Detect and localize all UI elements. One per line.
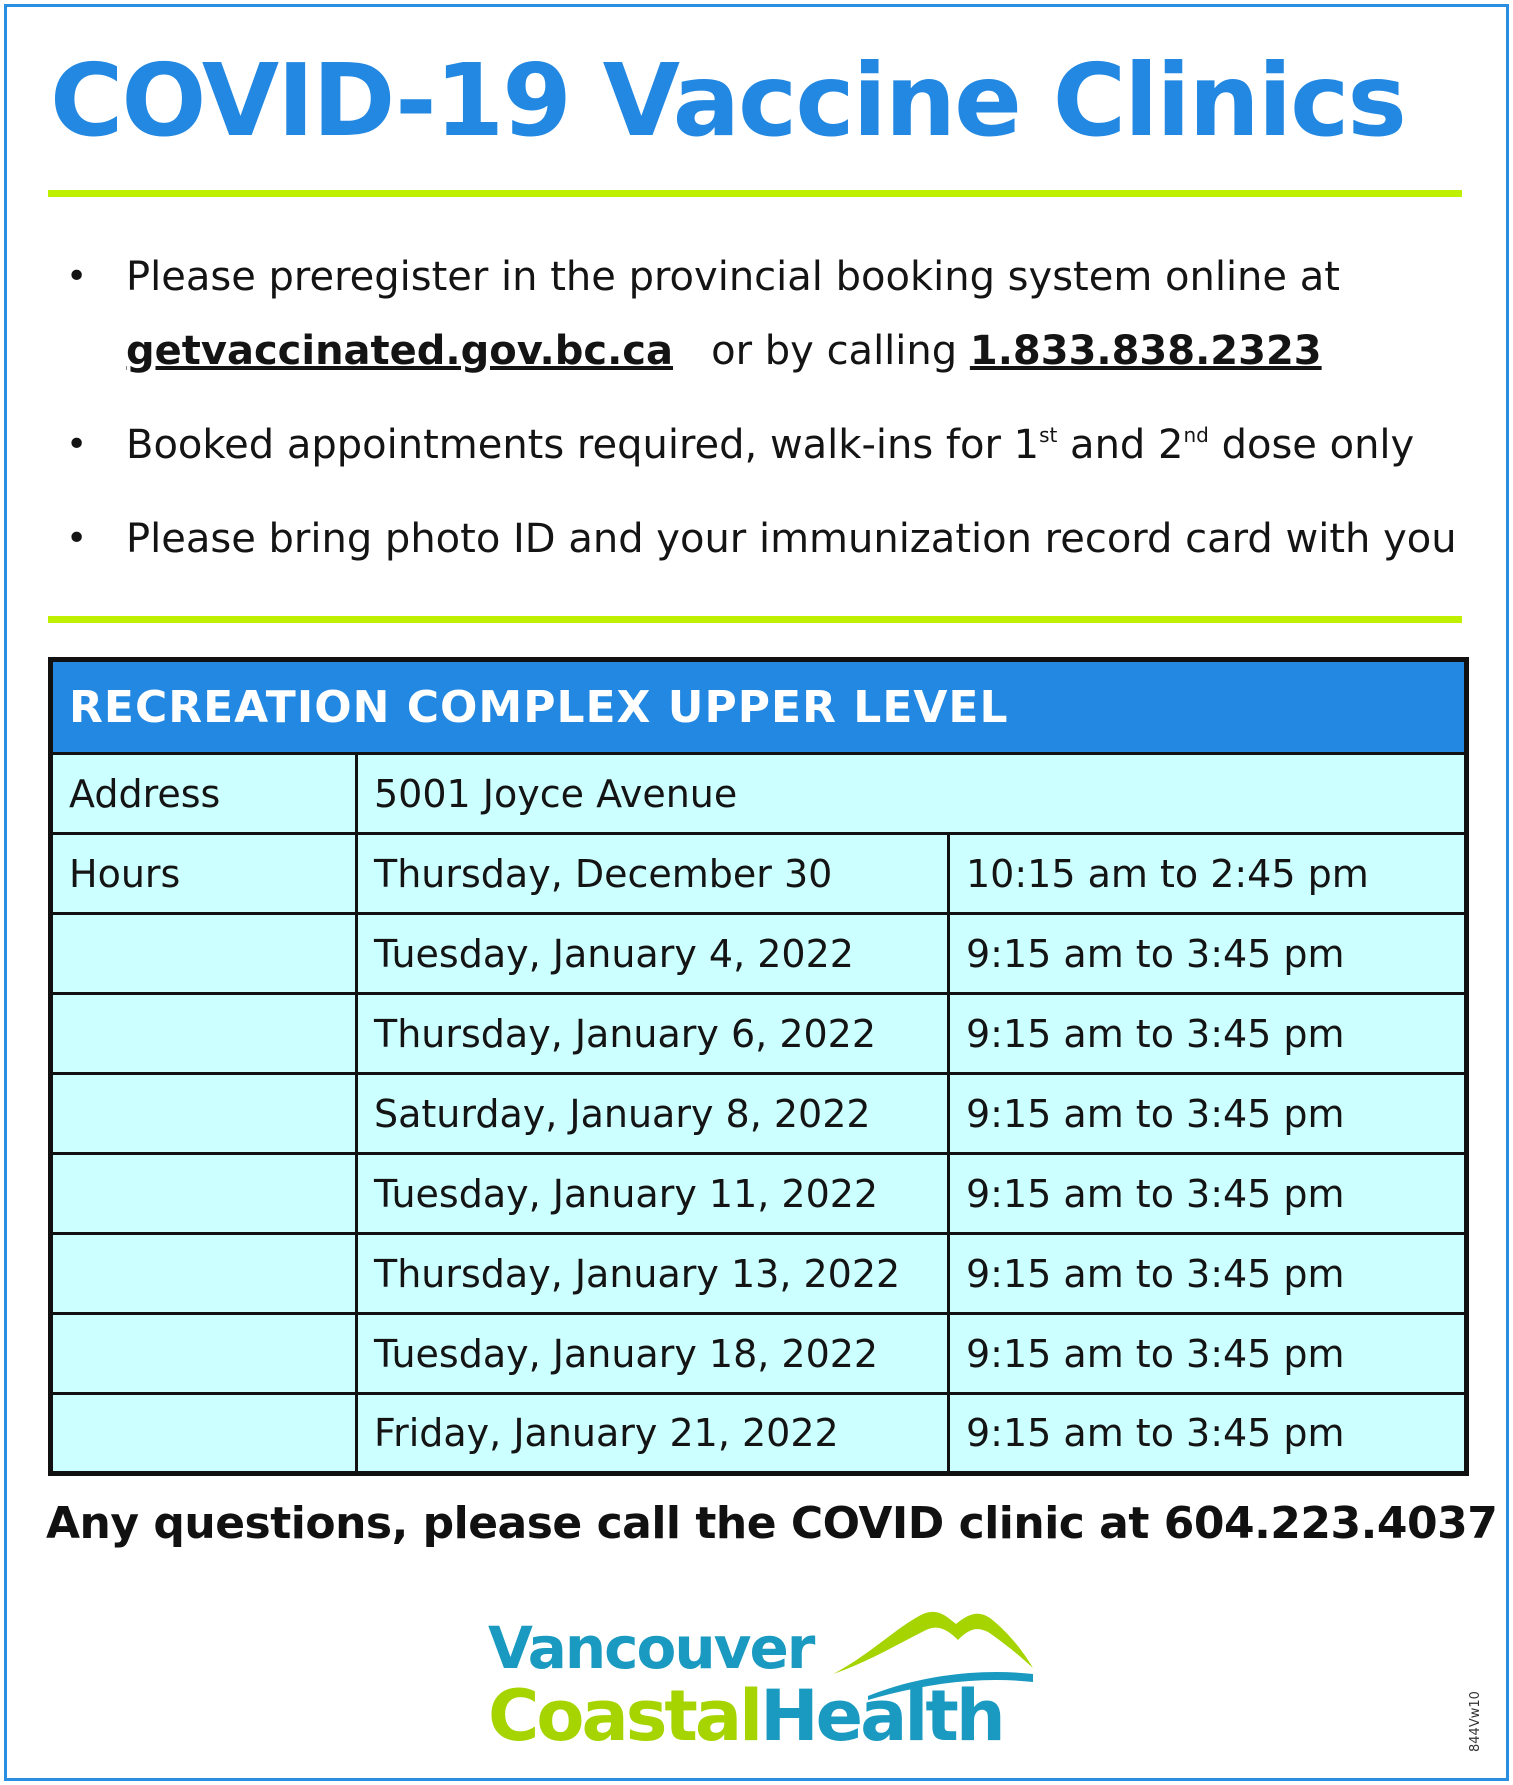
hours-empty-cell — [51, 1394, 357, 1474]
hours-empty-cell — [51, 994, 357, 1074]
list-item-appointments — [48, 408, 1468, 482]
booking-website-link[interactable]: getvaccinated.gov.bc.ca — [126, 328, 673, 374]
schedule-time: 9:15 am to 3:45 pm — [949, 1234, 1467, 1314]
page-title: COVID-19 Vaccine Clinics — [50, 42, 1405, 159]
schedule-date: Tuesday, January 11, 2022 — [357, 1154, 949, 1234]
logo-text-coastal-health — [488, 1675, 1003, 1757]
appointments-text-b: and 2 — [1057, 422, 1184, 468]
location-header: RECREATION COMPLEX UPPER LEVEL — [51, 660, 1467, 754]
schedule-time: 9:15 am to 3:45 pm — [949, 994, 1467, 1074]
document-code: 844Vw10 — [1468, 1691, 1483, 1752]
schedule-row — [51, 834, 1467, 914]
schedule-row — [51, 994, 1467, 1074]
schedule-time: 9:15 am to 3:45 pm — [949, 1154, 1467, 1234]
schedule-date: Tuesday, January 4, 2022 — [357, 914, 949, 994]
hours-empty-cell — [51, 1154, 357, 1234]
hours-label: Hours — [51, 834, 357, 914]
hours-empty-cell — [51, 1234, 357, 1314]
schedule-row — [51, 914, 1467, 994]
hours-empty-cell — [51, 1314, 357, 1394]
list-item-bring-id — [48, 502, 1468, 576]
schedule-date: Thursday, January 13, 2022 — [357, 1234, 949, 1314]
schedule-time: 9:15 am to 3:45 pm — [949, 1074, 1467, 1154]
bring-id-text: Please bring photo ID and your immunization record card with you — [126, 516, 1457, 562]
ordinal-suffix-nd: nd — [1183, 423, 1209, 447]
address-label: Address — [51, 754, 357, 834]
booking-phone-link[interactable]: 1.833.838.2323 — [969, 328, 1322, 374]
appointments-text-a: Booked appointments required, walk-ins for 1 — [126, 422, 1040, 468]
list-item-preregister — [48, 240, 1468, 388]
bullet-marker: • — [66, 518, 88, 559]
appointments-text-c: dose only — [1208, 422, 1415, 468]
schedule-date: Thursday, January 6, 2022 — [357, 994, 949, 1074]
schedule-time: 9:15 am to 3:45 pm — [949, 914, 1467, 994]
divider-bottom — [48, 616, 1462, 623]
divider-top — [48, 190, 1462, 197]
clinic-schedule-table — [48, 657, 1469, 1476]
logo-text-vancouver: Vancouver — [488, 1614, 814, 1682]
schedule-time: 9:15 am to 3:45 pm — [949, 1314, 1467, 1394]
schedule-row — [51, 1234, 1467, 1314]
hours-empty-cell — [51, 914, 357, 994]
schedule-time: 10:15 am to 2:45 pm — [949, 834, 1467, 914]
preregister-text: Please preregister in the provincial booking system online at — [126, 254, 1340, 300]
schedule-date: Saturday, January 8, 2022 — [357, 1074, 949, 1154]
logo-text-health: Health — [760, 1675, 1003, 1757]
schedule-date: Friday, January 21, 2022 — [357, 1394, 949, 1474]
vch-logo — [488, 1596, 1038, 1766]
address-value: 5001 Joyce Avenue — [357, 754, 1467, 834]
phone-intro-text: or by calling — [711, 328, 958, 374]
logo-text-coastal: Coastal — [488, 1675, 761, 1757]
schedule-row — [51, 1314, 1467, 1394]
schedule-date: Thursday, December 30 — [357, 834, 949, 914]
bullet-marker: • — [66, 256, 88, 297]
schedule-row — [51, 1394, 1467, 1474]
schedule-time: 9:15 am to 3:45 pm — [949, 1394, 1467, 1474]
address-row — [51, 754, 1467, 834]
hours-empty-cell — [51, 1074, 357, 1154]
contact-footer: Any questions, please call the COVID clinic at 604.223.4037 — [46, 1498, 1498, 1549]
ordinal-suffix-st: st — [1039, 423, 1058, 447]
instructions-list — [48, 240, 1468, 576]
table-header-row — [51, 660, 1467, 754]
bullet-marker: • — [66, 424, 88, 465]
schedule-row — [51, 1154, 1467, 1234]
schedule-date: Tuesday, January 18, 2022 — [357, 1314, 949, 1394]
schedule-row — [51, 1074, 1467, 1154]
